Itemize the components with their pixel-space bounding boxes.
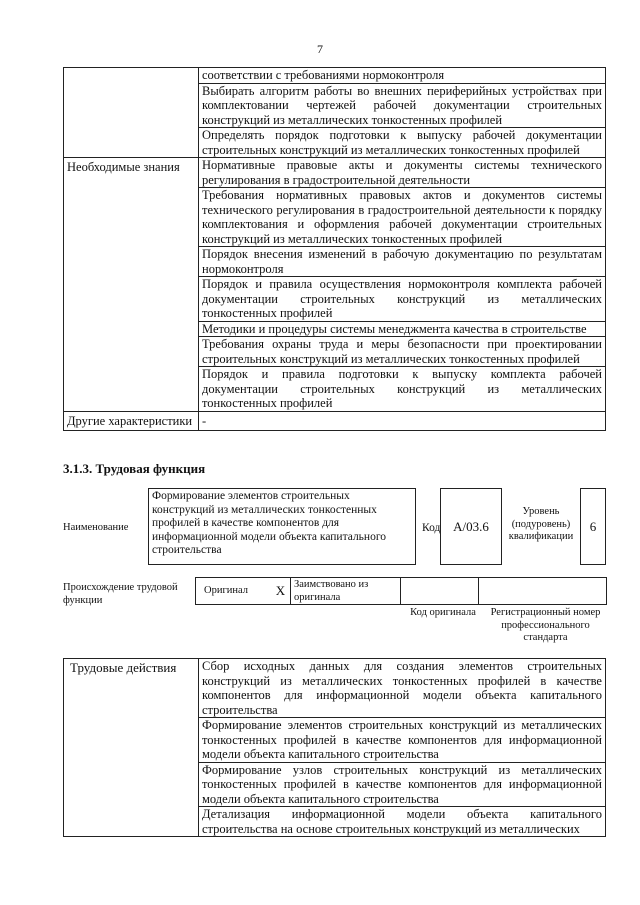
qualification-level-label: Уровень (подуровень) квалификации <box>508 506 574 542</box>
table-row-required-knowledge <box>64 158 606 412</box>
section-heading: 3.1.3. Трудовая функция <box>63 461 206 476</box>
origin-original-label: Оригинал <box>204 584 248 596</box>
function-code-box: A/03.6 <box>440 488 502 565</box>
labor-actions-items-cell <box>199 659 606 837</box>
qualification-level-box: 6 <box>580 488 606 565</box>
labor-actions-table <box>63 658 606 837</box>
list-item: Нормативные правовые акты и документы системы технического регулирования в градостроительной деятельности <box>202 158 602 187</box>
table-row-labor-actions <box>64 659 606 837</box>
origin-code-cell <box>401 578 479 604</box>
name-label: Наименование <box>63 522 129 533</box>
list-item: Детализация информационной модели объекта капитального строительства на основе строительных конструкций из металлических <box>199 806 605 836</box>
row-label-required-knowledge: Необходимые знания <box>64 158 199 412</box>
list-item: соответствии с требованиями нормоконтроля <box>202 68 445 82</box>
list-item: Определять порядок подготовки к выпуску рабочей документации строительных конструкций из металлических тонкостенных профилей <box>199 127 605 157</box>
list-item: Формирование узлов строительных конструкций из металлических тонкостенных профилей в качестве компонентов для информационной модели объекта капитального строительства <box>199 762 605 807</box>
function-name-box: Формирование элементов строительных конструкций из металлических тонкостенных профилей в качестве компонентов для информационной модели объекта капитального строительства <box>148 488 416 565</box>
table-row-skills-continued <box>64 68 606 158</box>
list-item: Порядок и правила осуществления нормоконтроля комплекта рабочей документации строительных конструкций из металлических тонкостенных профилей <box>199 276 605 321</box>
origin-label: Происхождение трудовой функции <box>63 582 178 606</box>
origin-reg-cell <box>479 578 606 604</box>
knowledge-items-cell <box>199 158 606 412</box>
origin-original-mark: X <box>271 578 291 604</box>
page-number: 7 <box>317 42 323 56</box>
list-item: Требования нормативных правовых актов и документов системы технического регулирования в градостроительной деятельности к порядку комплектования и оформления рабочей документации строительных конструкций из металлических тонкостенных профилей <box>199 187 605 246</box>
list-item: Порядок внесения изменений в рабочую документацию по результатам нормоконтроля <box>199 246 605 276</box>
skills-items-cell <box>199 68 606 158</box>
origin-code-label: Код оригинала <box>410 607 476 618</box>
list-item: Требования охраны труда и меры безопасности при проектировании строительных конструкций из металлических тонкостенных профилей <box>199 336 605 366</box>
code-label: Код <box>422 522 441 534</box>
row-label-empty <box>64 68 199 158</box>
origin-reg-number-label: Регистрационный номер профессионального стандарта <box>490 607 601 643</box>
other-characteristics-value: - <box>199 411 606 430</box>
table-row-other-characteristics <box>64 411 606 430</box>
list-item: Методики и процедуры системы менеджмента качества в строительстве <box>199 321 605 337</box>
origin-borrowed-label: Заимствовано из оригинала <box>291 578 401 604</box>
row-label-labor-actions: Трудовые действия <box>64 659 199 837</box>
list-item: Сбор исходных данных для создания элементов строительных конструкций из металлических тонкостенных профилей в качестве компонентов для информационной модели объекта капитального строительства <box>202 659 602 717</box>
list-item: Выбирать алгоритм работы во внешних периферийных устройствах при комплектовании чертежей рабочей документации строительных конструкций из металлических тонкостенных профилей <box>199 83 605 128</box>
list-item: Порядок и правила подготовки к выпуску комплекта рабочей документации строительных конструкций из металлических тонкостенных профилей <box>199 366 605 411</box>
row-label-other-characteristics: Другие характеристики <box>64 411 199 430</box>
competency-table <box>63 67 606 431</box>
list-item: Формирование элементов строительных конструкций из металлических тонкостенных профилей в качестве компонентов для информационной модели объекта капитального строительства <box>199 717 605 762</box>
origin-row <box>195 577 607 605</box>
